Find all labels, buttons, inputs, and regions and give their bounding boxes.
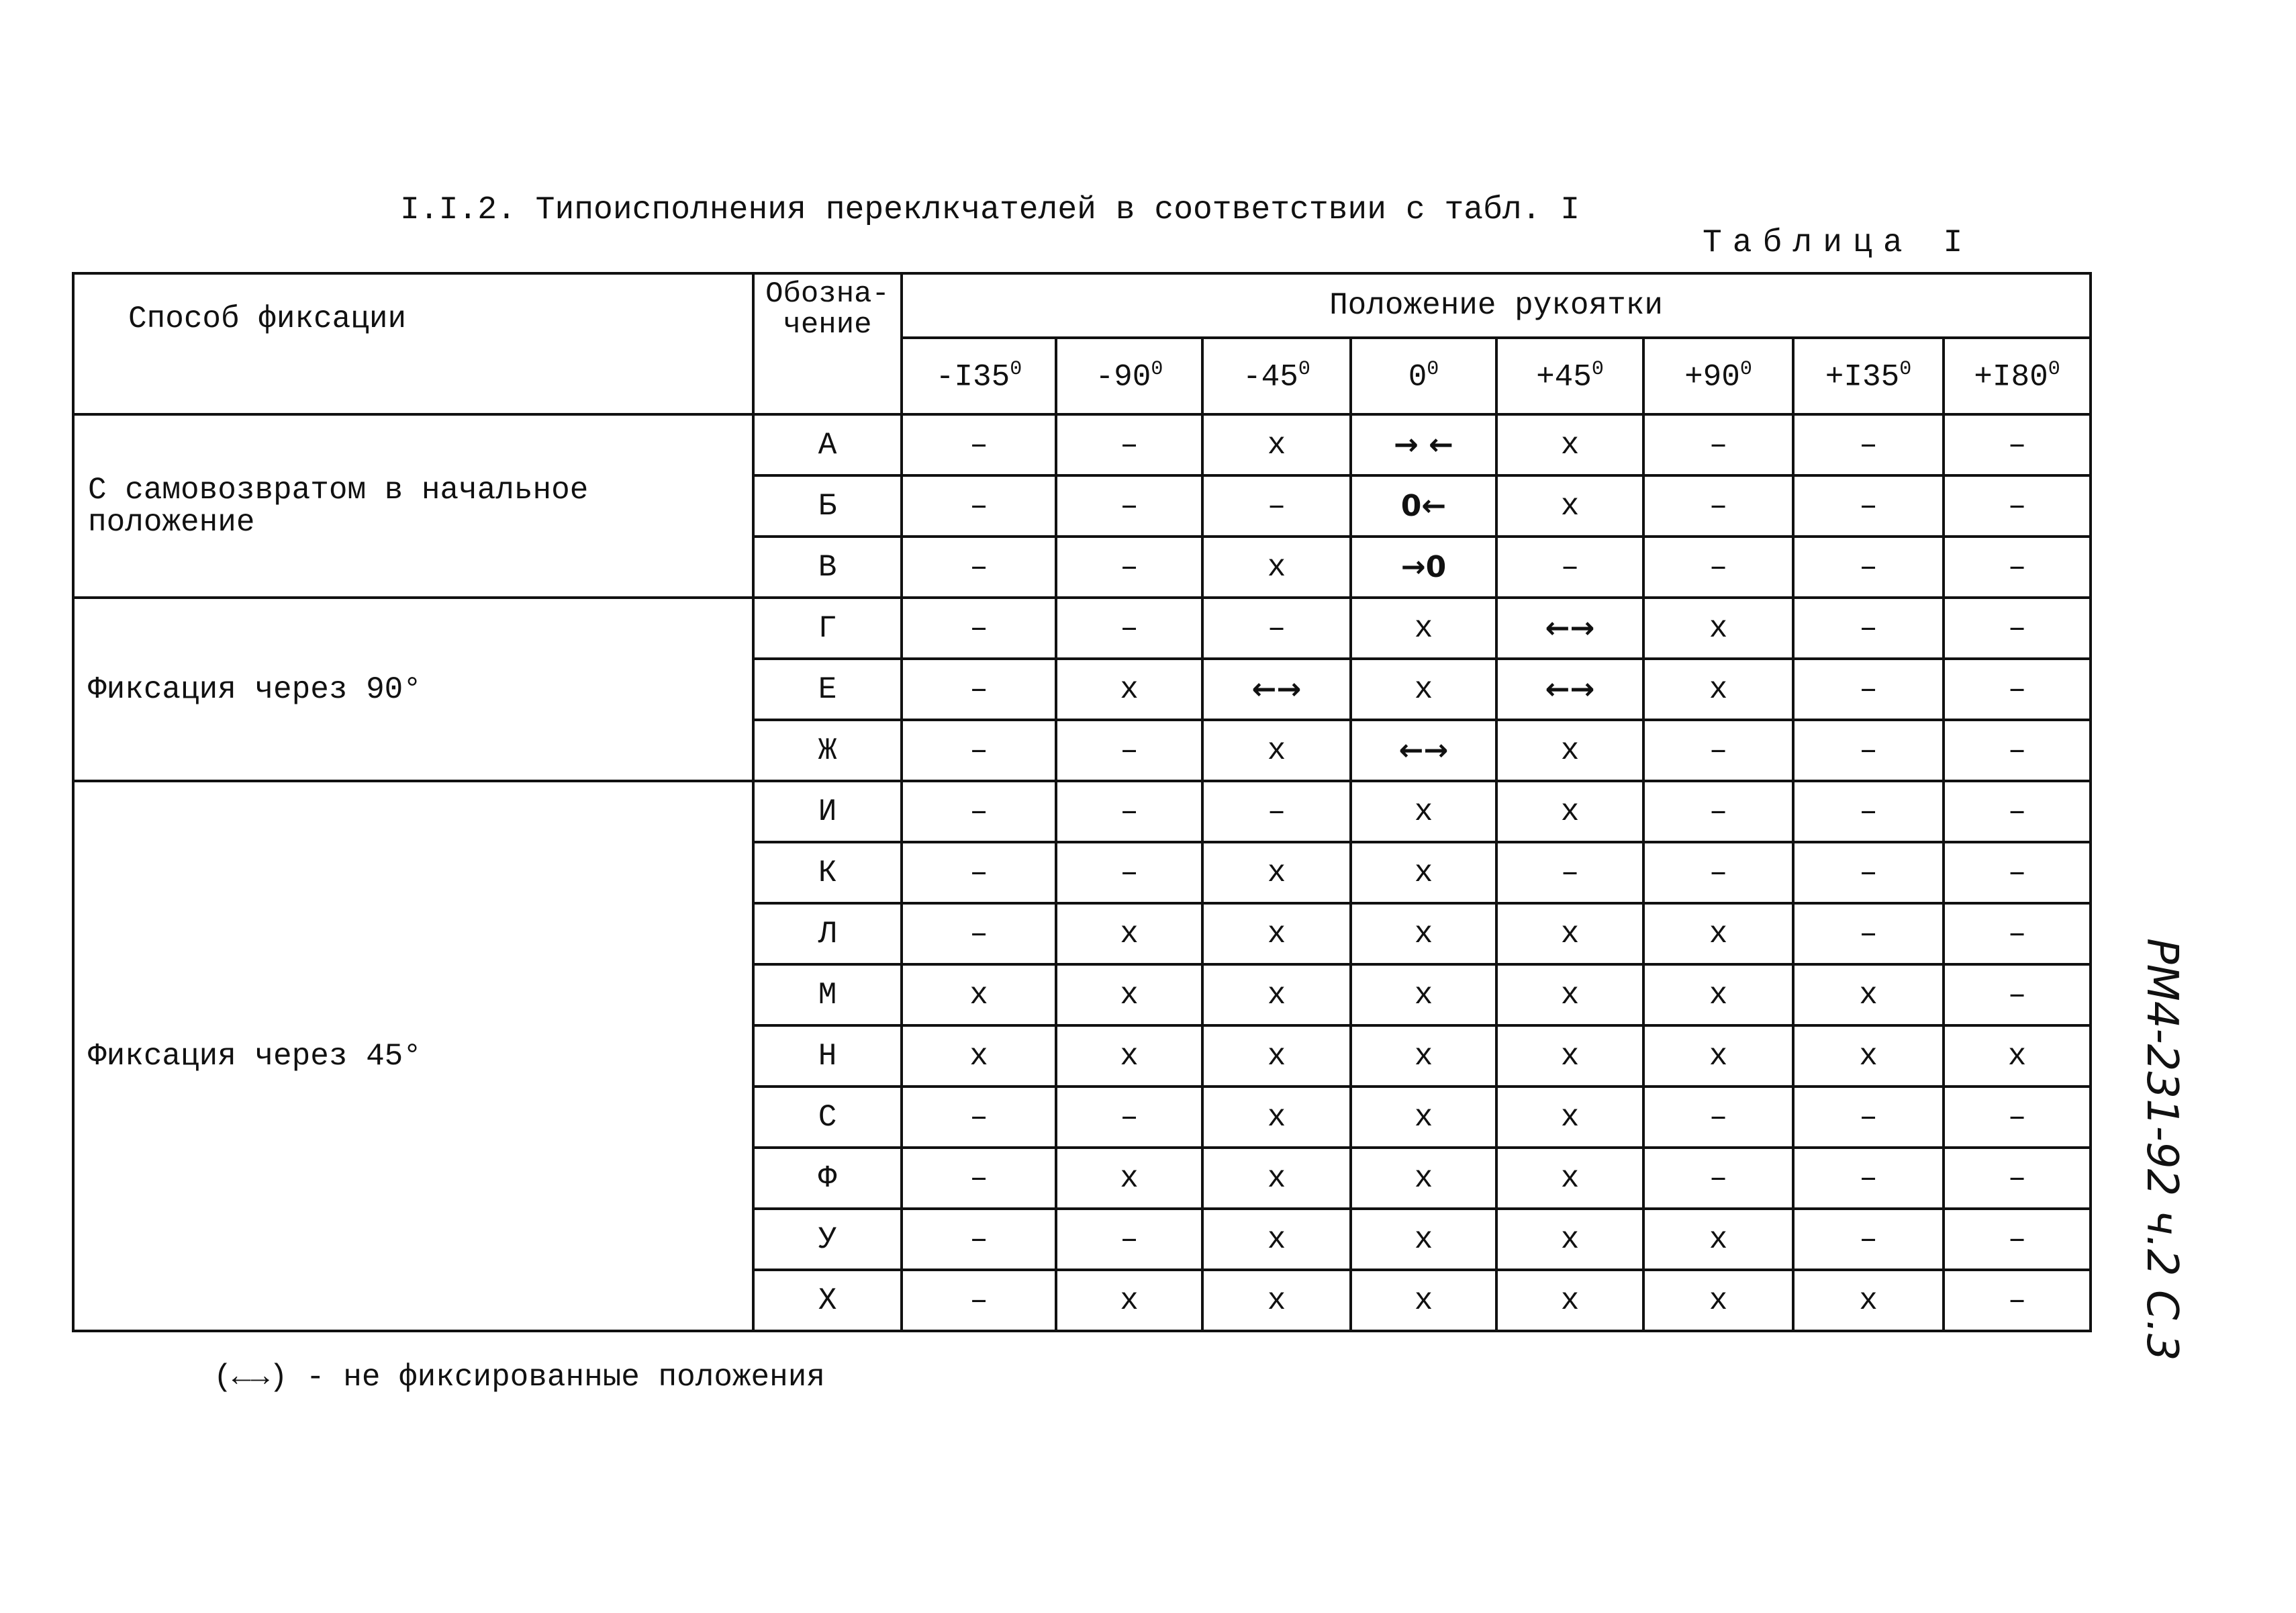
position-available-cell: x: [1643, 1209, 1793, 1270]
position-available-cell: x: [1056, 964, 1202, 1025]
position-absent-cell: –: [902, 1270, 1056, 1331]
position-available-cell: x: [902, 1025, 1056, 1087]
designation: Е: [753, 659, 902, 720]
designation: Х: [753, 1270, 902, 1331]
position-available-cell: x: [1351, 781, 1496, 842]
designation: С: [753, 1087, 902, 1148]
position-absent-cell: –: [1944, 842, 2091, 903]
position-available-cell: x: [1643, 1270, 1793, 1331]
position-absent-cell: –: [1056, 414, 1202, 475]
position-available-cell: x: [1056, 903, 1202, 964]
position-absent-cell: –: [1793, 659, 1944, 720]
position-available-cell: x: [1643, 1025, 1793, 1087]
position-available-cell: x: [902, 964, 1056, 1025]
position-available-cell: x: [1793, 1270, 1944, 1331]
position-absent-cell: –: [1202, 598, 1351, 659]
non-fixed-arrow-cell: →0: [1351, 537, 1496, 598]
position-absent-cell: –: [1944, 659, 2091, 720]
position-absent-cell: –: [1793, 475, 1944, 537]
degree-mark: 0: [1899, 357, 1912, 381]
position-absent-cell: –: [1056, 1087, 1202, 1148]
degree-mark: 0: [1298, 357, 1310, 381]
position-available-cell: x: [1793, 1025, 1944, 1087]
header-angle: [1496, 338, 1643, 414]
position-absent-cell: –: [1643, 475, 1793, 537]
non-fixed-arrow-cell: → ←: [1351, 414, 1496, 475]
header-angle: [902, 338, 1056, 414]
fixation-method: Фиксация через 90°: [73, 598, 753, 781]
header-angle: [1643, 338, 1793, 414]
header-angle: [1202, 338, 1351, 414]
header-method: Способ фиксации: [73, 273, 753, 414]
position-absent-cell: –: [1944, 1270, 2091, 1331]
position-available-cell: x: [1496, 781, 1643, 842]
position-absent-cell: –: [1643, 720, 1793, 781]
position-available-cell: x: [1351, 1087, 1496, 1148]
position-available-cell: x: [1351, 1148, 1496, 1209]
position-absent-cell: –: [1793, 842, 1944, 903]
designation: В: [753, 537, 902, 598]
position-available-cell: x: [1202, 842, 1351, 903]
table-label: Таблица I: [1703, 225, 1974, 261]
angle-value: +45: [1536, 359, 1592, 395]
position-available-cell: x: [1202, 903, 1351, 964]
position-available-cell: x: [1202, 1209, 1351, 1270]
position-available-cell: x: [1643, 964, 1793, 1025]
angle-value: -90: [1095, 359, 1151, 395]
position-absent-cell: –: [1944, 964, 2091, 1025]
position-absent-cell: –: [1793, 414, 1944, 475]
position-absent-cell: –: [1944, 720, 2091, 781]
header-angle: [1056, 338, 1202, 414]
non-fixed-arrow-cell: ←→: [1202, 659, 1351, 720]
position-available-cell: x: [1351, 1270, 1496, 1331]
position-available-cell: x: [1496, 1270, 1643, 1331]
position-absent-cell: –: [1793, 1148, 1944, 1209]
position-absent-cell: –: [1944, 537, 2091, 598]
table-row: [73, 781, 2091, 842]
position-absent-cell: –: [1944, 414, 2091, 475]
position-absent-cell: –: [1793, 598, 1944, 659]
position-available-cell: x: [1351, 903, 1496, 964]
position-available-cell: x: [1202, 537, 1351, 598]
position-absent-cell: –: [1643, 1148, 1793, 1209]
position-available-cell: x: [1643, 903, 1793, 964]
position-absent-cell: –: [1643, 537, 1793, 598]
position-available-cell: x: [1351, 1025, 1496, 1087]
header-angle: [1351, 338, 1496, 414]
position-available-cell: x: [1643, 659, 1793, 720]
position-absent-cell: –: [1944, 903, 2091, 964]
table-row: [73, 598, 2091, 659]
position-available-cell: x: [1351, 1209, 1496, 1270]
position-absent-cell: –: [1643, 414, 1793, 475]
position-available-cell: x: [1793, 964, 1944, 1025]
angle-value: 0: [1408, 359, 1427, 395]
designation: Ж: [753, 720, 902, 781]
non-fixed-arrow-cell: ←→: [1351, 720, 1496, 781]
position-available-cell: x: [1202, 1025, 1351, 1087]
position-absent-cell: –: [1643, 781, 1793, 842]
header-designation: Обозна-чение: [753, 273, 902, 414]
position-available-cell: x: [1496, 903, 1643, 964]
position-available-cell: x: [1643, 598, 1793, 659]
position-absent-cell: –: [1793, 720, 1944, 781]
position-absent-cell: –: [1056, 1209, 1202, 1270]
position-available-cell: x: [1496, 720, 1643, 781]
header-angle: [1944, 338, 2091, 414]
designation: К: [753, 842, 902, 903]
position-absent-cell: –: [1202, 475, 1351, 537]
position-absent-cell: –: [1944, 1209, 2091, 1270]
non-fixed-arrow-cell: 0←: [1351, 475, 1496, 537]
position-absent-cell: –: [1944, 598, 2091, 659]
section-title: I.I.2. Типоисполнения переклкчателей в соответствии с табл. I: [400, 192, 1580, 228]
position-absent-cell: –: [1793, 1087, 1944, 1148]
position-absent-cell: –: [902, 537, 1056, 598]
position-absent-cell: –: [1496, 842, 1643, 903]
position-absent-cell: –: [1056, 842, 1202, 903]
designation: М: [753, 964, 902, 1025]
position-available-cell: x: [1202, 414, 1351, 475]
position-available-cell: x: [1351, 598, 1496, 659]
designation: Ф: [753, 1148, 902, 1209]
position-available-cell: x: [1496, 1148, 1643, 1209]
position-available-cell: x: [1056, 1270, 1202, 1331]
position-absent-cell: –: [1944, 1087, 2091, 1148]
degree-mark: 0: [2048, 357, 2060, 381]
table-row: [73, 414, 2091, 475]
designation: У: [753, 1209, 902, 1270]
footnote: (←→) - не фиксированные положения: [213, 1360, 825, 1395]
position-available-cell: x: [1056, 659, 1202, 720]
position-absent-cell: –: [902, 475, 1056, 537]
angle-value: +I80: [1974, 359, 2048, 395]
non-fixed-arrow-cell: ←→: [1496, 598, 1643, 659]
position-absent-cell: –: [902, 903, 1056, 964]
degree-mark: 0: [1739, 357, 1752, 381]
position-absent-cell: –: [902, 781, 1056, 842]
fixation-method: С самовозвратом в начальное положение: [73, 414, 753, 598]
position-available-cell: x: [1496, 1209, 1643, 1270]
header-angle: [1793, 338, 1944, 414]
angle-value: -45: [1243, 359, 1298, 395]
degree-mark: 0: [1151, 357, 1163, 381]
position-absent-cell: –: [1793, 903, 1944, 964]
position-absent-cell: –: [1944, 475, 2091, 537]
position-absent-cell: –: [902, 414, 1056, 475]
position-available-cell: x: [1351, 964, 1496, 1025]
position-absent-cell: –: [902, 1209, 1056, 1270]
position-available-cell: x: [1202, 720, 1351, 781]
non-fixed-arrow-cell: ←→: [1496, 659, 1643, 720]
position-absent-cell: –: [1944, 781, 2091, 842]
position-available-cell: x: [1056, 1148, 1202, 1209]
designation: Г: [753, 598, 902, 659]
position-available-cell: x: [1351, 659, 1496, 720]
header-position: Положение рукоятки: [902, 273, 2091, 338]
position-absent-cell: –: [902, 659, 1056, 720]
position-absent-cell: –: [1643, 842, 1793, 903]
position-available-cell: x: [1351, 842, 1496, 903]
fixation-method: Фиксация через 45°: [73, 781, 753, 1331]
position-available-cell: x: [1202, 1270, 1351, 1331]
degree-mark: 0: [1010, 357, 1022, 381]
position-absent-cell: –: [1056, 781, 1202, 842]
position-available-cell: x: [1056, 1025, 1202, 1087]
designation: И: [753, 781, 902, 842]
position-absent-cell: –: [1793, 1209, 1944, 1270]
designation: Л: [753, 903, 902, 964]
switch-types-table: [72, 272, 2092, 1332]
position-absent-cell: –: [1056, 537, 1202, 598]
position-absent-cell: –: [1056, 720, 1202, 781]
angle-value: +90: [1684, 359, 1740, 395]
position-available-cell: x: [1202, 964, 1351, 1025]
position-absent-cell: –: [902, 598, 1056, 659]
document-stamp: РМ4-231-92 ч.2 С.3: [2137, 938, 2187, 1361]
position-absent-cell: –: [902, 842, 1056, 903]
position-absent-cell: –: [1056, 598, 1202, 659]
position-absent-cell: –: [902, 1087, 1056, 1148]
position-available-cell: x: [1496, 475, 1643, 537]
position-available-cell: x: [1202, 1087, 1351, 1148]
position-absent-cell: –: [1793, 781, 1944, 842]
designation: Н: [753, 1025, 902, 1087]
position-absent-cell: –: [1496, 537, 1643, 598]
position-available-cell: x: [1496, 964, 1643, 1025]
designation: А: [753, 414, 902, 475]
angle-value: +I35: [1825, 359, 1900, 395]
position-available-cell: x: [1496, 1025, 1643, 1087]
position-absent-cell: –: [1944, 1148, 2091, 1209]
designation: Б: [753, 475, 902, 537]
degree-mark: 0: [1427, 357, 1439, 381]
position-absent-cell: –: [902, 720, 1056, 781]
position-available-cell: x: [1202, 1148, 1351, 1209]
position-available-cell: x: [1496, 1087, 1643, 1148]
position-absent-cell: –: [1793, 537, 1944, 598]
position-absent-cell: –: [1056, 475, 1202, 537]
position-absent-cell: –: [1643, 1087, 1793, 1148]
degree-mark: 0: [1591, 357, 1604, 381]
position-absent-cell: –: [902, 1148, 1056, 1209]
angle-value: -I35: [935, 359, 1010, 395]
position-available-cell: x: [1496, 414, 1643, 475]
position-available-cell: x: [1944, 1025, 2091, 1087]
position-absent-cell: –: [1202, 781, 1351, 842]
